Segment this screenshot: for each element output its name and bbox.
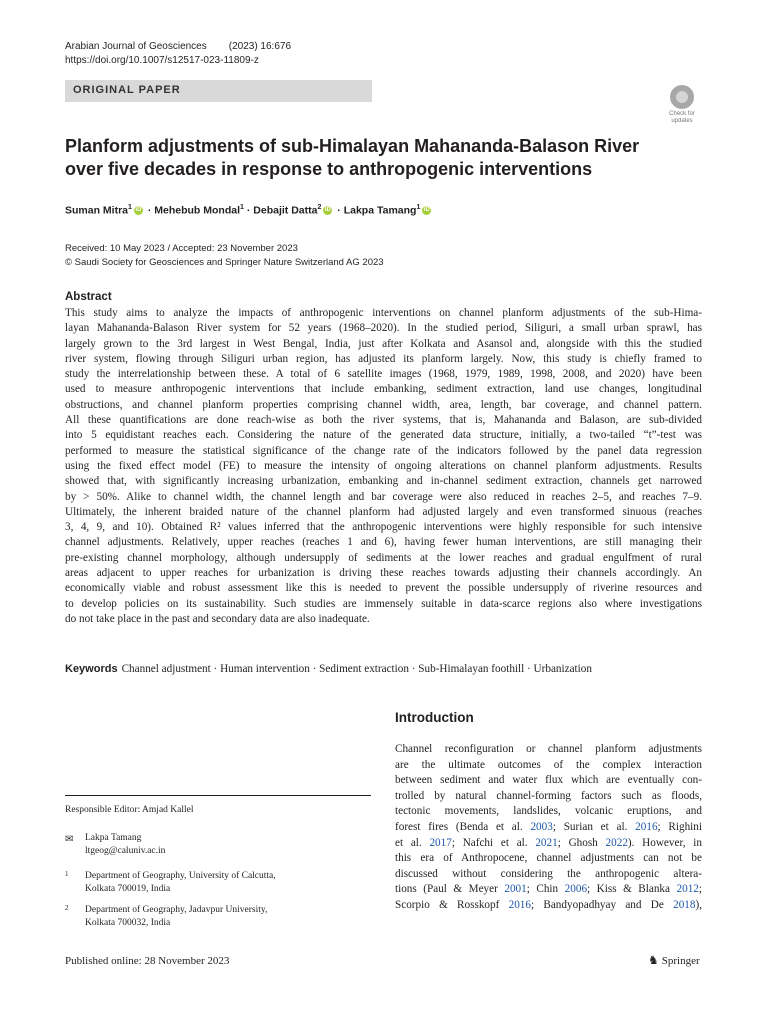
orcid-icon[interactable]: iD	[135, 207, 142, 214]
author-name[interactable]: Lakpa Tamang	[343, 204, 417, 217]
citation-link[interactable]: 2022	[605, 836, 628, 849]
affiliation-line: Department of Geography, Jadavpur University,	[85, 905, 268, 915]
introduction-text: discussed without considering the anthropogenic altera-	[395, 867, 702, 880]
introduction-heading: Introduction	[395, 710, 474, 725]
introduction-line	[395, 898, 702, 914]
author-affiliation: 1	[240, 204, 244, 211]
abstract-line: This study aims to analyze the impacts of anthropogenic interventions on channel planform adjustments of the sub-Hima-	[65, 307, 702, 319]
introduction-text: tectonic movements, landslides, volcanic eruptions, and	[395, 805, 702, 818]
copyright-notice: © Saudi Society for Geosciences and Springer Nature Switzerland AG 2023	[65, 257, 384, 268]
abstract-line: study the interrelationship between these. A total of 6 satellite images (1968, 1979, 1989, 1998, 2008, and 2020) have been	[65, 368, 702, 381]
abstract-line: river system, flowing through Siliguri urban region, has adjusted its planform largely. Now, this study is chiefly framed to	[65, 352, 702, 365]
introduction-line	[395, 773, 702, 789]
introduction-line	[395, 742, 702, 758]
introduction-text: et al.	[395, 836, 430, 849]
introduction-text: ; Ghosh	[557, 836, 606, 849]
abstract-line: into 5 equidistant reaches each. Considering the nature of the generated data structure, initially, a two-tailed “t”-test was	[65, 429, 702, 442]
citation-link[interactable]: 2016	[508, 898, 531, 911]
citation-link[interactable]: 2016	[635, 820, 658, 833]
introduction-text: ;	[698, 883, 702, 896]
springer-horse-icon: ♞	[648, 953, 659, 967]
introduction-text: this era of Anthropocene, channel adjustments can not be	[395, 852, 702, 865]
abstract-line: channel adjustments. Relatively, upper reaches (reaches 1 and 6), having fewer human interventions, are still managing their	[65, 536, 702, 549]
abstract-heading: Abstract	[65, 291, 112, 303]
author-affiliation: 1	[128, 204, 132, 211]
abstract-line: showed that, with significantly increasing urbanization, embanking and in-channel sediment extraction, channels get narrowed	[65, 475, 702, 488]
introduction-line	[395, 789, 702, 805]
article-type-label: ORIGINAL PAPER	[73, 84, 181, 96]
received-accepted: Received: 10 May 2023 / Accepted: 23 November 2023	[65, 243, 298, 254]
introduction-text: Channel reconfiguration or channel planform adjustments	[395, 743, 702, 755]
author-affiliation: 2	[317, 204, 322, 211]
introduction-text: trolled by natural channel-forming factors such as floods,	[395, 789, 702, 802]
introduction-text: ). However, in	[627, 836, 702, 849]
keywords-text: Channel adjustment · Human intervention · Sediment extraction · Sub-Himalayan foothill · Urbanization	[121, 663, 592, 675]
introduction-line	[395, 820, 702, 836]
abstract-line: to develop policies on its sustainability. Such studies are immensely suitable in data-scarce regions also where investigations	[65, 597, 702, 610]
abstract-line: Ultimately, the inherent braided nature of the channel planform had adjusted largely and even transformed sinuous (reaches	[65, 505, 702, 518]
author-list: Suman Mitra$^1$ iD · Mehebub Mondal$^1$ · Debajit Datta$^2$ iD · Lakpa Tamang$^1$ iD	[65, 204, 430, 217]
article-dates	[65, 242, 384, 270]
publisher-name: Springer	[661, 955, 700, 967]
introduction-text: Scorpio & Rosskopf	[395, 898, 509, 911]
article-type-banner	[65, 80, 372, 102]
check-label-1: Check for	[669, 111, 695, 117]
affiliation-line: Kolkata 700019, India	[85, 884, 171, 894]
abstract-line: largely grown to the 3rd largest in West Bengal, India, just after Kolkata and Asansol and, alongside with this the studied	[65, 337, 702, 350]
abstract-body	[65, 306, 702, 627]
footnote-divider	[65, 795, 371, 796]
published-online: Published online: 28 November 2023	[65, 955, 230, 967]
introduction-body	[395, 742, 702, 914]
affiliation-number: 2	[65, 904, 69, 912]
introduction-text: are the ultimate outcomes of the complex interaction	[395, 758, 702, 771]
title-line-2: over five decades in response to anthropogenic interventions	[65, 159, 593, 179]
journal-volume: (2023) 16:676	[228, 41, 292, 52]
citation-link[interactable]: 2017	[429, 836, 452, 849]
abstract-line: using the fixed effect model (FE) to measure the intensity of ongoing alterations on channel planform adjustments. Results	[65, 459, 702, 472]
article-title	[65, 135, 705, 181]
introduction-text: forest fires (Benda et al.	[395, 820, 531, 833]
corresponding-name: Lakpa Tamang	[85, 833, 142, 843]
introduction-text: between sediment and water flux which are eventually con-	[395, 774, 702, 787]
citation-link[interactable]: 2006	[564, 883, 588, 896]
introduction-line	[395, 851, 702, 867]
introduction-text: ; Surian et al.	[552, 820, 636, 833]
citation-link[interactable]: 2001	[504, 883, 527, 896]
introduction-text: tions (Paul & Meyer	[395, 883, 505, 896]
affiliation-number: 1	[65, 870, 69, 878]
citation-link[interactable]: 2012	[676, 883, 699, 896]
citation-link[interactable]: 2021	[535, 836, 558, 849]
introduction-text: ; Righini	[657, 820, 702, 833]
doi-link[interactable]: https://doi.org/10.1007/s12517-023-11809-z	[65, 55, 259, 66]
introduction-line	[395, 804, 702, 820]
abstract-line: by > 50%. Alike to channel width, the channel length and bar coverage were also reduced in reaches 2–5, and reaches 7–9.	[65, 490, 702, 503]
envelope-icon: ✉	[65, 834, 74, 845]
author-name[interactable]: Debajit Datta	[253, 204, 318, 217]
citation-link[interactable]: 2018	[673, 898, 696, 911]
title-line-1: Planform adjustments of sub-Himalayan Mahananda-Balason River	[65, 136, 640, 156]
corresponding-email[interactable]: ltgeog@caluniv.ac.in	[85, 846, 166, 856]
abstract-line: economically viable and robust assessment like this is needed to prevent the possible undersupply of riverine resources and	[65, 582, 702, 595]
check-label-2: updates	[671, 118, 693, 124]
check-for-updates-icon	[670, 85, 694, 109]
publisher-logo[interactable]	[648, 953, 700, 968]
abstract-line: performed to measure the statistical significance of the change rate of the indicators followed by the panel data regression	[65, 444, 702, 457]
abstract-line: layan Mahananda-Balason River system for 52 years (1968–2020). In the studied period, Siliguri, a small urban sprawl, has	[65, 322, 702, 335]
affiliation-line: Department of Geography, University of Calcutta,	[85, 871, 276, 881]
introduction-text: ; Bandyopadhyay and De	[530, 898, 674, 911]
abstract-line: All these quantifications are done reach-wise as both the river systems, that is, Mahananda and Balason, are sub-divided	[65, 414, 702, 427]
citation-link[interactable]: 2003	[530, 820, 553, 833]
check-for-updates-badge[interactable]	[662, 85, 702, 127]
affiliation-line: Kolkata 700032, India	[85, 918, 171, 928]
abstract-line: used to measure anthropogenic interventions that include embanking, sediment extraction, land use changes, longitudinal	[65, 383, 702, 396]
introduction-text: ; Kiss & Blanka	[587, 883, 677, 896]
author-name[interactable]: Mehebub Mondal	[154, 204, 241, 217]
keywords	[65, 663, 705, 675]
abstract-line: areas adjacent to upper reaches for urbanization is driving these reaches towards adjusting their channels accordingly. An	[65, 567, 702, 580]
abstract-line: do not take place in the past and secondary data are also inadequate.	[65, 612, 370, 625]
introduction-line	[395, 758, 702, 774]
introduction-text: ),	[695, 898, 702, 911]
abstract-line: 3, 4, 9, and 10). Obtained R² values inferred that the anthropogenic interventions were highly responsible for such intensive	[65, 521, 702, 534]
orcid-icon[interactable]: iD	[423, 207, 430, 214]
author-name[interactable]: Suman Mitra	[65, 204, 129, 217]
introduction-line	[395, 867, 702, 883]
introduction-text: ; Nafchi et al.	[451, 836, 536, 849]
introduction-line	[395, 836, 702, 852]
responsible-editor: Responsible Editor: Amjad Kallel	[65, 805, 194, 815]
keywords-label: Keywords	[65, 663, 118, 675]
abstract-line: pre-existing channel morphology, although undersupply of sediments at the lower reaches and gradual engulfment of rural	[65, 551, 702, 564]
orcid-icon[interactable]: iD	[324, 207, 331, 214]
journal-name: Arabian Journal of Geosciences	[65, 41, 207, 52]
introduction-text: ; Chin	[526, 883, 565, 896]
abstract-line: obstructions, and channel planform properties comprising channel width, area, length, bar coverage, and channel pattern.	[65, 398, 702, 411]
journal-citation	[65, 40, 291, 68]
introduction-line	[395, 882, 702, 898]
author-affiliation: 1	[416, 204, 421, 211]
